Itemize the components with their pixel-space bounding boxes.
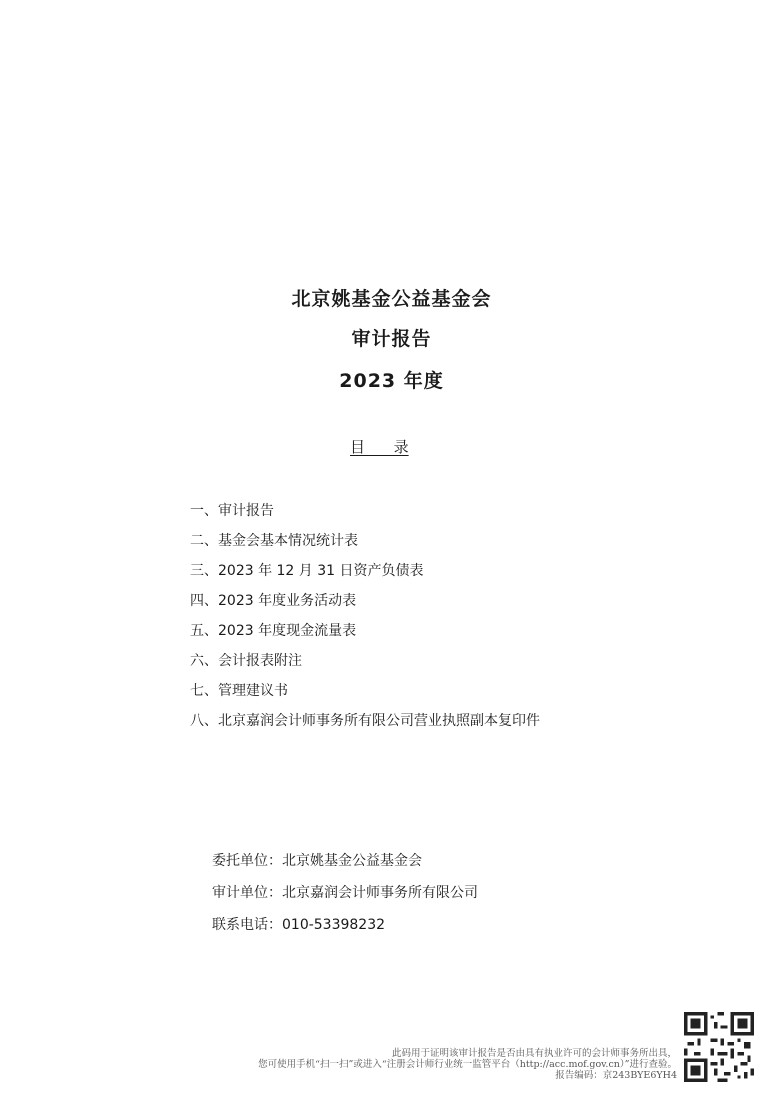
verification-note [258, 1048, 677, 1081]
toc-heading: 目 录 [350, 438, 409, 456]
toc-item: 四、2023 年度业务活动表 [190, 593, 357, 609]
toc-item: 七、管理建议书 [190, 683, 288, 699]
toc-item: 一、审计报告 [190, 503, 274, 519]
phone-line: 联系电话：010-53398232 [212, 917, 386, 933]
toc-item: 二、基金会基本情况统计表 [190, 533, 358, 549]
report-info [212, 850, 478, 946]
client-line: 委托单位：北京姚基金公益基金会 [212, 853, 422, 869]
report-code: 报告编码：京243BYE6YH4 [555, 1070, 677, 1081]
toc-item: 三、2023 年 12 月 31 日资产负债表 [190, 563, 424, 579]
organization-title: 北京姚基金公益基金会 [291, 288, 492, 310]
verification-line-1: 此码用于证明该审计报告是否由具有执业许可的会计师事务所出具， [391, 1048, 677, 1059]
report-title: 审计报告 [351, 328, 432, 350]
qr-code-icon [684, 1012, 754, 1082]
toc-item: 五、2023 年度现金流量表 [190, 623, 357, 639]
toc-item: 八、北京嘉润会计师事务所有限公司营业执照副本复印件 [190, 713, 540, 729]
report-year: 2023 年度 [339, 370, 444, 392]
table-of-contents [190, 500, 540, 740]
verification-line-2: 您可使用手机“扫一扫”或进入“注册会计师行业统一监管平台（http://acc.mof.gov.cn）”进行查验。 [258, 1059, 677, 1070]
toc-item: 六、会计报表附注 [190, 653, 302, 669]
auditor-line: 审计单位：北京嘉润会计师事务所有限公司 [212, 885, 478, 901]
